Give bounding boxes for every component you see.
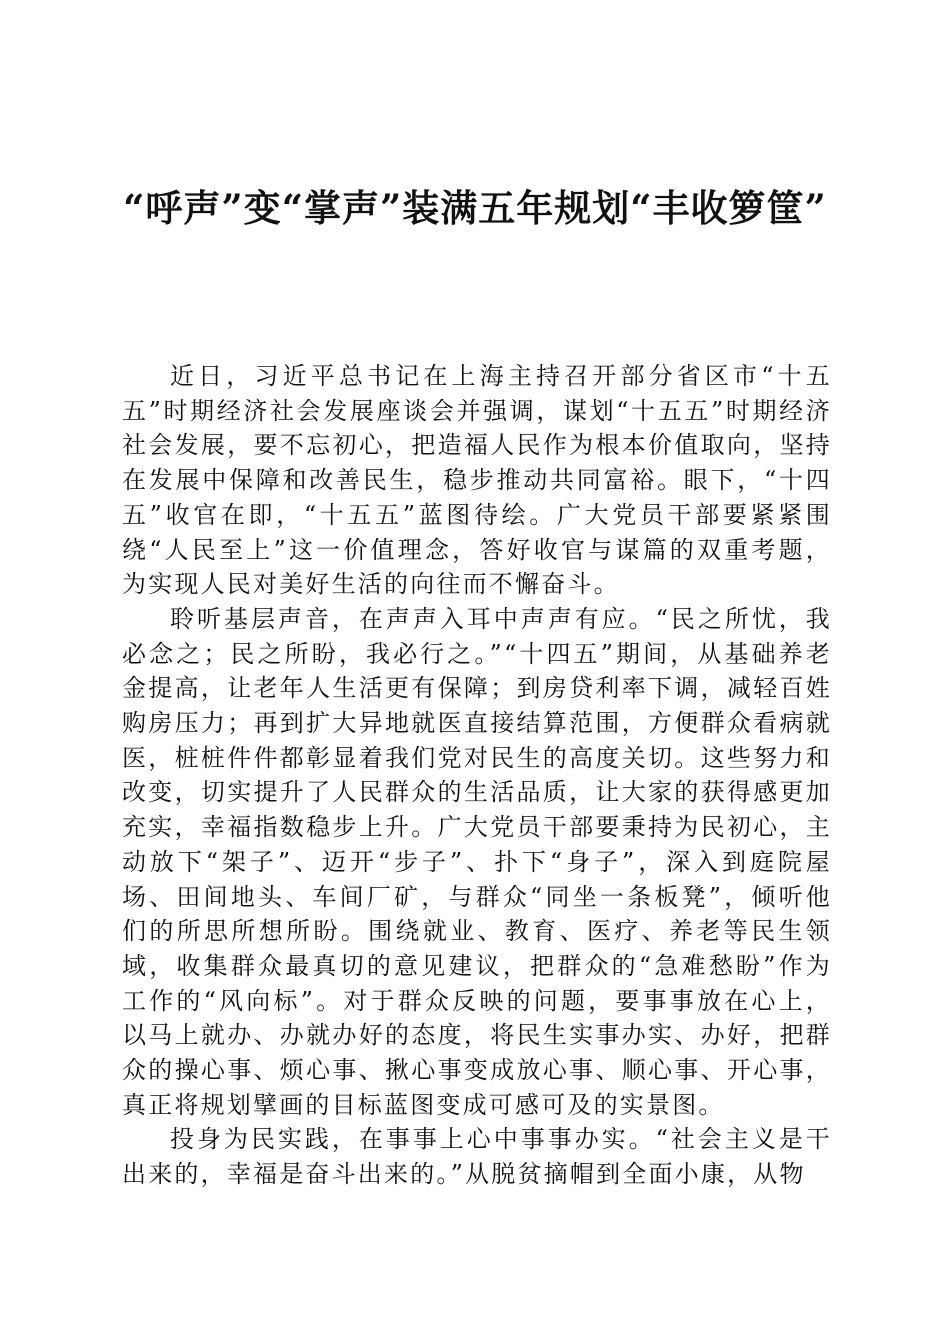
paragraph-3: 投身为民实践，在事事上心中事事办实。“社会主义是干出来的，幸福是奋斗出来的。”从脱贫摘帽到全面小康，从物: [122, 1125, 832, 1189]
paragraph-1: 近日，习近平总书记在上海主持召开部分省区市“十五五”时期经济社会发展座谈会并强调，谋划“十五五”时期经济社会发展，要不忘初心，把造福人民作为根本价值取向，坚持在发展中保障和改善民生，稳步推动共同富裕。眼下，“十四五”收官在即，“十五五”蓝图待绘。广大党员干部要紧紧围绕“人民至上”这一价值理念，答好收官与谋篇的双重考题，为实现人民对美好生活的向往而不懈奋斗。: [122, 362, 832, 599]
article-title: “呼声”变“掌声”装满五年规划“丰收箩筐”: [123, 186, 827, 230]
article-body: [122, 359, 832, 1192]
paragraph-2: 聆听基层声音，在声声入耳中声声有应。“民之所忧，我必念之；民之所盼，我必行之。”“十四五”期间，从基础养老金提高，让老年人生活更有保障；到房贷利率下调，减轻百姓购房压力；再到扩大异地就医直接结算范围，方便群众看病就医，桩桩件件都彰显着我们党对民生的高度关切。这些努力和改变，切实提升了人民群众的生活品质，让大家的获得感更加充实，幸福指数稳步上升。广大党员干部要秉持为民初心，主动放下“架子”、迈开“步子”、扑下“身子”，深入到庭院屋场、田间地头、车间厂矿，与群众“同坐一条板凳”，倾听他们的所思所想所盼。围绕就业、教育、医疗、养老等民生领域，收集群众最真切的意见建议，把群众的“急难愁盼”作为工作的“风向标”。对于群众反映的问题，要事事放在心上，以马上就办、办就办好的态度，将民生实事办实、办好，把群众的操心事、烦心事、揪心事变成放心事、顺心事、开心事，真正将规划擘画的目标蓝图变成可感可及的实景图。: [122, 604, 832, 1119]
